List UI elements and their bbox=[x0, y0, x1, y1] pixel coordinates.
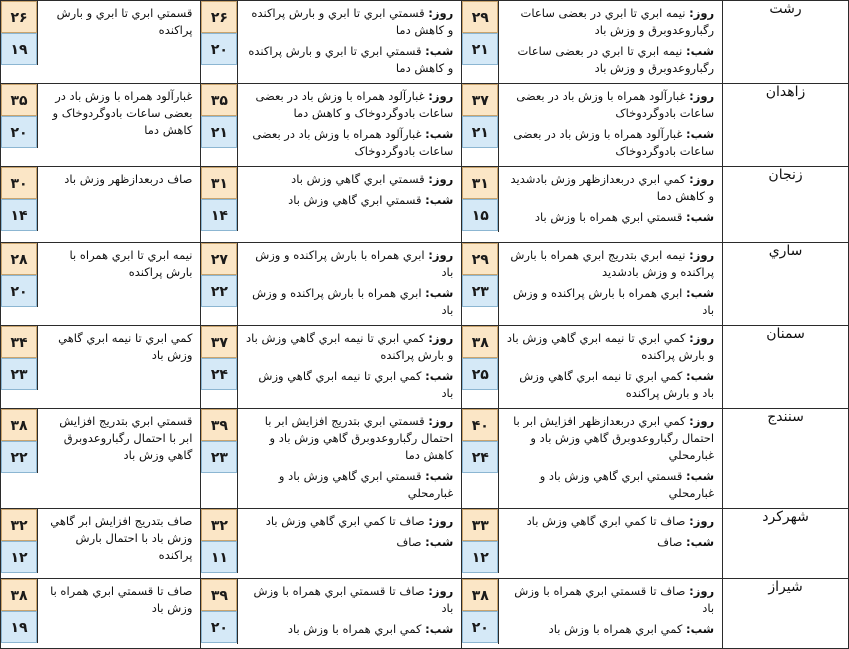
night-label: شب: bbox=[686, 286, 715, 300]
forecast-row bbox=[1, 509, 849, 579]
forecast-cell-d1 bbox=[462, 243, 723, 326]
temperature-column bbox=[1, 509, 38, 573]
forecast-cell-d3 bbox=[1, 326, 201, 409]
forecast-description bbox=[499, 243, 722, 325]
day-forecast bbox=[244, 171, 453, 188]
min-temp: ۱۱ bbox=[201, 541, 237, 573]
temperature-column bbox=[462, 243, 499, 325]
night-forecast bbox=[244, 368, 453, 402]
day-forecast bbox=[244, 88, 453, 122]
max-temp: ۲۹ bbox=[462, 1, 498, 33]
day-label: روز: bbox=[689, 584, 715, 598]
night-text: کمي ابري همراه با وزش باد bbox=[287, 622, 422, 636]
night-forecast bbox=[505, 368, 714, 402]
night-label: شب: bbox=[425, 127, 454, 141]
day-text: قسمتي ابري بتدريج افزايش ابر با احتمال رگباروعدوبرق گاهي وزش باد و کاهش دما bbox=[264, 414, 454, 462]
day-label: روز: bbox=[689, 89, 715, 103]
forecast-description bbox=[499, 409, 722, 508]
summary-forecast: صاف بتدريج افزايش ابر گاهي وزش باد با احتمال بارش پراکنده bbox=[50, 514, 193, 562]
max-temp: ۲۶ bbox=[201, 1, 237, 33]
forecast-cell-d3 bbox=[1, 167, 201, 243]
day-label: روز: bbox=[428, 331, 454, 345]
night-text: نیمه ابري تا ابري در بعضی ساعات رگباروعدوبرق و وزش باد bbox=[517, 44, 715, 75]
day-label: روز: bbox=[428, 514, 454, 528]
day-text: غبارآلود همراه با وزش باد در بعضی ساعات بادوگردوخاک bbox=[516, 89, 715, 120]
max-temp: ۳۵ bbox=[1, 84, 37, 116]
day-label: روز: bbox=[689, 414, 715, 428]
temperature-column bbox=[1, 167, 38, 231]
forecast-row bbox=[1, 1, 849, 84]
day-text: کمي ابري دربعدازظهر افزايش ابر با احتمال رگباروعدوبرق گاهي وزش باد و غبارمحلي bbox=[513, 414, 715, 462]
city-name: زاهدان bbox=[723, 84, 849, 167]
forecast-cell-d2 bbox=[201, 84, 462, 167]
min-temp: ۲۲ bbox=[1, 441, 37, 473]
max-temp: ۳۰ bbox=[1, 167, 37, 199]
day-label: روز: bbox=[689, 6, 715, 20]
forecast-description bbox=[238, 1, 461, 83]
min-temp: ۱۹ bbox=[1, 33, 37, 65]
night-text: قسمتي ابري همراه با وزش باد bbox=[534, 210, 683, 224]
night-forecast bbox=[244, 43, 453, 77]
night-label: شب: bbox=[425, 193, 454, 207]
city-name: شهرکرد bbox=[723, 509, 849, 579]
forecast-cell-d3 bbox=[1, 84, 201, 167]
forecast-description bbox=[38, 579, 200, 643]
min-temp: ۱۲ bbox=[462, 541, 498, 573]
min-temp: ۲۱ bbox=[201, 116, 237, 148]
temperature-column bbox=[462, 509, 499, 573]
temperature-column bbox=[1, 579, 38, 643]
day-label: روز: bbox=[428, 6, 454, 20]
day-forecast bbox=[505, 171, 714, 205]
max-temp: ۳۸ bbox=[462, 326, 498, 358]
forecast-description bbox=[238, 167, 461, 231]
forecast-cell-d2 bbox=[201, 167, 462, 243]
forecast-description bbox=[238, 326, 461, 408]
forecast-row bbox=[1, 84, 849, 167]
forecast-cell-d1 bbox=[462, 409, 723, 509]
night-label: شب: bbox=[425, 469, 454, 483]
forecast-description bbox=[238, 243, 461, 325]
min-temp: ۱۴ bbox=[1, 199, 37, 231]
day-label: روز: bbox=[428, 89, 454, 103]
day-forecast bbox=[505, 513, 714, 530]
temperature-column bbox=[462, 579, 499, 644]
forecast-cell-d1 bbox=[462, 579, 723, 649]
max-temp: ۳۴ bbox=[1, 326, 37, 358]
night-forecast bbox=[505, 43, 714, 77]
forecast-description bbox=[38, 409, 200, 473]
day-text: کمي ابري تا نیمه ابري گاهي وزش باد و بارش پراکنده bbox=[246, 331, 454, 362]
forecast-cell-d1 bbox=[462, 1, 723, 84]
forecast-description bbox=[38, 509, 200, 573]
min-temp: ۱۴ bbox=[201, 199, 237, 231]
temperature-column bbox=[201, 1, 238, 83]
forecast-cell-d3 bbox=[1, 243, 201, 326]
min-temp: ۲۳ bbox=[1, 358, 37, 390]
forecast-row bbox=[1, 167, 849, 243]
temperature-column bbox=[201, 509, 238, 573]
forecast-cell-d3 bbox=[1, 409, 201, 509]
forecast-cell-d2 bbox=[201, 1, 462, 84]
night-text: غبارآلود همراه با وزش باد در بعضی ساعات بادوگردوخاک bbox=[513, 127, 715, 158]
max-temp: ۳۸ bbox=[462, 579, 498, 611]
max-temp: ۳۳ bbox=[462, 509, 498, 541]
forecast-cell-d3 bbox=[1, 579, 201, 649]
day-label: روز: bbox=[428, 248, 454, 262]
night-text: صاف bbox=[396, 535, 422, 549]
night-label: شب: bbox=[686, 127, 715, 141]
max-temp: ۳۷ bbox=[201, 326, 237, 358]
temperature-column bbox=[201, 243, 238, 325]
forecast-description bbox=[38, 84, 200, 148]
day-label: روز: bbox=[689, 331, 715, 345]
max-temp: ۲۷ bbox=[201, 243, 237, 275]
night-text: قسمتي ابري گاهي وزش باد bbox=[288, 193, 422, 207]
summary-forecast: صاف تا قسمتي ابري همراه با وزش باد bbox=[50, 584, 193, 615]
forecast-rows bbox=[1, 1, 849, 649]
day-label: روز: bbox=[428, 584, 454, 598]
day-text: قسمتي ابري تا ابري و بارش پراکنده و کاهش دما bbox=[251, 6, 454, 37]
max-temp: ۲۸ bbox=[1, 243, 37, 275]
day-forecast bbox=[244, 330, 453, 364]
day-text: نیمه ابري بتدريج ابري همراه با بارش پراکنده و وزش بادشديد bbox=[510, 248, 715, 279]
night-label: شب: bbox=[686, 535, 715, 549]
temperature-column bbox=[201, 326, 238, 408]
day-forecast bbox=[505, 88, 714, 122]
day-text: غبارآلود همراه با وزش باد در بعضی ساعات بادوگردوخاک و کاهش دما bbox=[255, 89, 454, 120]
city-name: سنندج bbox=[723, 409, 849, 509]
day-text: ابري همراه با بارش پراکنده و وزش باد bbox=[255, 248, 454, 279]
day-forecast bbox=[244, 247, 453, 281]
day-forecast bbox=[244, 413, 453, 464]
day-label: روز: bbox=[428, 414, 454, 428]
forecast-cell-d2 bbox=[201, 243, 462, 326]
forecast-description bbox=[238, 509, 461, 573]
night-forecast bbox=[505, 209, 714, 226]
forecast-cell-d2 bbox=[201, 579, 462, 649]
max-temp: ۳۸ bbox=[1, 579, 37, 611]
max-temp: ۴۰ bbox=[462, 409, 498, 441]
night-forecast bbox=[244, 468, 453, 502]
forecast-description bbox=[499, 1, 722, 83]
day-label: روز: bbox=[689, 248, 715, 262]
forecast-description bbox=[38, 167, 200, 231]
day-text: نیمه ابري تا ابري در بعضی ساعات رگباروعدوبرق و وزش باد bbox=[520, 6, 715, 37]
forecast-description bbox=[499, 326, 722, 408]
forecast-cell-d1 bbox=[462, 167, 723, 243]
max-temp: ۳۱ bbox=[462, 167, 498, 199]
summary-forecast: کمي ابري تا نیمه ابري گاهي وزش باد bbox=[58, 331, 193, 362]
forecast-description bbox=[499, 167, 722, 232]
min-temp: ۱۵ bbox=[462, 199, 498, 231]
night-forecast bbox=[244, 534, 453, 551]
city-name: ساري bbox=[723, 243, 849, 326]
day-text: صاف تا قسمتي ابري همراه با وزش باد bbox=[253, 584, 454, 615]
max-temp: ۲۶ bbox=[1, 1, 37, 33]
temperature-column bbox=[201, 579, 238, 644]
min-temp: ۱۹ bbox=[1, 611, 37, 643]
temperature-column bbox=[462, 326, 499, 408]
day-text: کمي ابري دربعدازظهر وزش بادشديد و کاهش دما bbox=[510, 172, 715, 203]
temperature-column bbox=[201, 84, 238, 166]
night-forecast bbox=[244, 192, 453, 209]
forecast-description bbox=[499, 509, 722, 573]
night-text: قسمتي ابري تا ابري و بارش پراکنده و کاهش دما bbox=[248, 44, 454, 75]
day-forecast bbox=[244, 5, 453, 39]
day-forecast bbox=[505, 413, 714, 464]
night-label: شب: bbox=[686, 469, 715, 483]
min-temp: ۲۱ bbox=[462, 116, 498, 148]
min-temp: ۲۰ bbox=[1, 275, 37, 307]
max-temp: ۳۱ bbox=[201, 167, 237, 199]
night-forecast bbox=[505, 126, 714, 160]
night-label: شب: bbox=[686, 44, 715, 58]
max-temp: ۳۲ bbox=[1, 509, 37, 541]
temperature-column bbox=[1, 1, 38, 65]
max-temp: ۳۸ bbox=[1, 409, 37, 441]
night-label: شب: bbox=[425, 535, 454, 549]
summary-forecast: نیمه ابري تا ابري همراه با بارش پراکنده bbox=[69, 248, 193, 279]
min-temp: ۲۰ bbox=[201, 611, 237, 643]
night-text: کمي ابري تا نیمه ابري گاهي وزش باد bbox=[258, 369, 454, 400]
min-temp: ۲۱ bbox=[462, 33, 498, 65]
forecast-description bbox=[499, 84, 722, 166]
min-temp: ۲۴ bbox=[201, 358, 237, 390]
city-name: رشت bbox=[723, 1, 849, 84]
night-text: کمي ابري همراه با وزش باد bbox=[548, 622, 683, 636]
night-text: قسمتي ابري گاهي وزش باد و غبارمحلي bbox=[278, 469, 454, 500]
night-forecast bbox=[244, 126, 453, 160]
day-text: صاف تا کمي ابري گاهي وزش باد bbox=[526, 514, 686, 528]
min-temp: ۱۲ bbox=[1, 541, 37, 573]
forecast-description bbox=[238, 579, 461, 644]
night-label: شب: bbox=[425, 44, 454, 58]
summary-forecast: قسمتي ابري تا ابري و بارش پراکنده bbox=[56, 6, 193, 37]
temperature-column bbox=[462, 409, 499, 508]
night-label: شب: bbox=[686, 622, 715, 636]
forecast-cell-d2 bbox=[201, 326, 462, 409]
forecast-row bbox=[1, 579, 849, 649]
temperature-column bbox=[462, 84, 499, 166]
night-forecast bbox=[505, 468, 714, 502]
min-temp: ۲۳ bbox=[462, 275, 498, 307]
day-forecast bbox=[244, 513, 453, 530]
summary-forecast: غبارآلود همراه با وزش باد در بعضی ساعات بادوگردوخاک و کاهش دما bbox=[52, 89, 193, 137]
forecast-cell-d1 bbox=[462, 509, 723, 579]
forecast-description bbox=[238, 84, 461, 166]
night-forecast bbox=[505, 285, 714, 319]
day-forecast bbox=[505, 330, 714, 364]
min-temp: ۲۳ bbox=[201, 441, 237, 473]
night-label: شب: bbox=[425, 286, 454, 300]
temperature-column bbox=[1, 243, 38, 307]
summary-forecast: قسمتي ابري بتدريج افزايش ابر با احتمال رگباروعدوبرق گاهي وزش باد bbox=[59, 414, 193, 462]
night-label: شب: bbox=[686, 210, 715, 224]
temperature-column bbox=[462, 167, 499, 232]
temperature-column bbox=[1, 84, 38, 148]
day-forecast bbox=[244, 583, 453, 617]
night-text: ابري همراه با بارش پراکنده و وزش باد bbox=[512, 286, 715, 317]
forecast-description bbox=[38, 1, 200, 65]
day-label: روز: bbox=[428, 172, 454, 186]
day-text: صاف تا کمي ابري گاهي وزش باد bbox=[265, 514, 425, 528]
night-label: شب: bbox=[425, 622, 454, 636]
night-label: شب: bbox=[425, 369, 454, 383]
forecast-cell-d1 bbox=[462, 326, 723, 409]
max-temp: ۲۹ bbox=[462, 243, 498, 275]
night-text: غبارآلود همراه با وزش باد در بعضی ساعات بادوگردوخاک bbox=[252, 127, 454, 158]
min-temp: ۲۲ bbox=[201, 275, 237, 307]
night-forecast bbox=[505, 534, 714, 551]
forecast-row bbox=[1, 409, 849, 509]
forecast-description bbox=[238, 409, 461, 508]
night-text: کمي ابري تا نیمه ابري گاهي وزش باد و بارش پراکنده bbox=[519, 369, 715, 400]
min-temp: ۲۰ bbox=[462, 611, 498, 643]
max-temp: ۳۲ bbox=[201, 509, 237, 541]
forecast-row bbox=[1, 326, 849, 409]
max-temp: ۳۹ bbox=[201, 409, 237, 441]
temperature-column bbox=[201, 409, 238, 508]
day-label: روز: bbox=[689, 172, 715, 186]
temperature-column bbox=[1, 326, 38, 390]
night-text: ابري همراه با بارش پراکنده و وزش باد bbox=[252, 286, 454, 317]
forecast-cell-d2 bbox=[201, 509, 462, 579]
temperature-column bbox=[1, 409, 38, 473]
forecast-cell-d3 bbox=[1, 509, 201, 579]
forecast-row bbox=[1, 243, 849, 326]
night-forecast bbox=[244, 285, 453, 319]
day-text: صاف تا قسمتي ابري همراه با وزش باد bbox=[514, 584, 715, 615]
forecast-description bbox=[38, 326, 200, 390]
min-temp: ۲۵ bbox=[462, 358, 498, 390]
day-text: کمي ابري تا نیمه ابري گاهي وزش باد و بارش پراکنده bbox=[506, 331, 715, 362]
night-text: صاف bbox=[657, 535, 683, 549]
city-name: زنجان bbox=[723, 167, 849, 243]
forecast-cell-d2 bbox=[201, 409, 462, 509]
day-text: قسمتي ابري گاهي وزش باد bbox=[291, 172, 425, 186]
night-text: قسمتي ابري گاهي وزش باد و غبارمحلي bbox=[539, 469, 715, 500]
city-name: شيراز bbox=[723, 579, 849, 649]
forecast-description bbox=[499, 579, 722, 644]
max-temp: ۳۹ bbox=[201, 579, 237, 611]
day-forecast bbox=[505, 5, 714, 39]
forecast-cell-d3 bbox=[1, 1, 201, 84]
max-temp: ۳۵ bbox=[201, 84, 237, 116]
forecast-description bbox=[38, 243, 200, 307]
min-temp: ۲۴ bbox=[462, 441, 498, 473]
city-name: سمنان bbox=[723, 326, 849, 409]
min-temp: ۲۰ bbox=[201, 33, 237, 65]
temperature-column bbox=[462, 1, 499, 83]
temperature-column bbox=[201, 167, 238, 231]
day-forecast bbox=[505, 247, 714, 281]
min-temp: ۲۰ bbox=[1, 116, 37, 148]
forecast-cell-d1 bbox=[462, 84, 723, 167]
max-temp: ۳۷ bbox=[462, 84, 498, 116]
night-label: شب: bbox=[686, 369, 715, 383]
day-forecast bbox=[505, 583, 714, 617]
summary-forecast: صاف دربعدازظهر وزش باد bbox=[64, 172, 193, 186]
day-label: روز: bbox=[689, 514, 715, 528]
